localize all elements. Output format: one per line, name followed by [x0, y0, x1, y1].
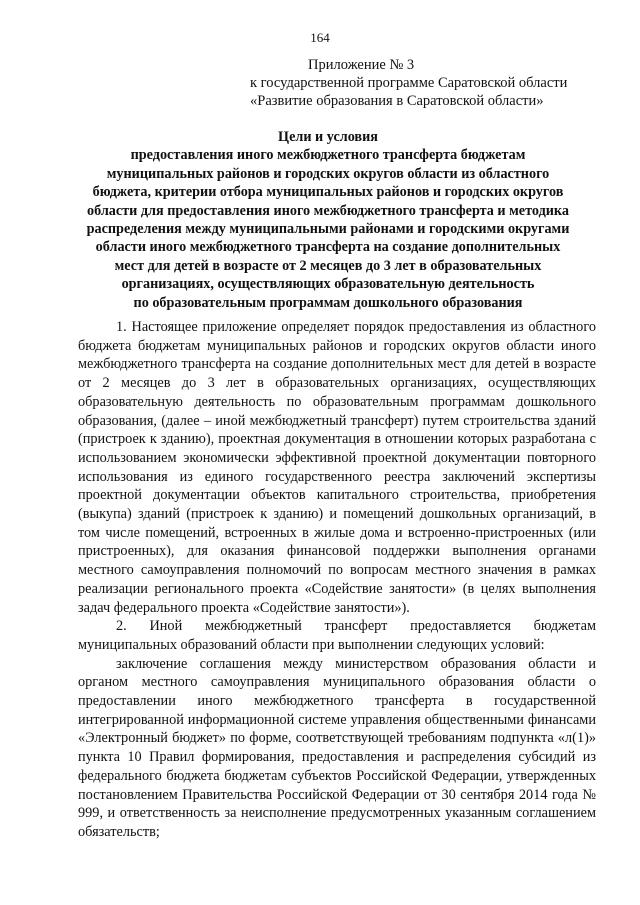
appendix-title: Приложение № 3 — [308, 57, 415, 73]
page-number: 164 — [310, 30, 330, 45]
heading-line: распределения между муниципальными районами и городскими округами — [86, 221, 570, 238]
appendix-header — [250, 56, 600, 110]
heading-line: Цели и условия — [278, 129, 378, 145]
document-body — [78, 318, 596, 842]
heading-line: муниципальных районов и городских округов области из областного — [106, 165, 550, 182]
appendix-line-2: «Развитие образования в Саратовской области» — [250, 93, 544, 109]
appendix-line-1: к государственной программе Саратовской области — [250, 75, 568, 91]
heading-line: бюджета, критерии отбора муниципальных районов и городских округов — [92, 184, 564, 201]
heading-line: предоставления иного межбюджетного трансферта бюджетам — [130, 147, 526, 164]
heading-line: мест для детей в возрасте от 2 месяцев до 3 лет в образовательных — [114, 257, 542, 274]
heading-line: области для предоставления иного межбюджетного трансферта и методика — [87, 202, 569, 219]
paragraph-3: заключение соглашения между министерством образования области и органом местного самоуправления муниципального образования области о предоставлении иного межбюджетного трансферта в государственной интегрированной информационной системе управления общественными финансами «Электронный бюджет» по форме, соответствующей требованиям подпункта «л(1)» пункта 10 Правил формирования, предоставления и распределения субсидий из федерального бюджета бюджетам субъектов Российской Федерации, утвержденных постановлением Правительства Российской Федерации от 30 сентября 2014 года № 999, и ответственность за неисполнение предусмотренных указанным соглашением обязательств; — [78, 655, 596, 840]
document-heading — [78, 128, 578, 312]
heading-line: области иного межбюджетного трансферта на создание дополнительных — [95, 239, 561, 256]
heading-line: по образовательным программам дошкольного образования — [133, 294, 523, 311]
heading-line: организациях, осуществляющих образовательную деятельность — [121, 276, 535, 293]
paragraph-1: 1. Настоящее приложение определяет порядок предоставления из областного бюджета бюджетам муниципальных районов и городских округов области иного межбюджетного трансферта на создание дополнительных мест для детей в возрасте от 2 месяцев до 3 лет в образовательных организациях, осуществляющих образовательную деятельность по образовательным программам дошкольного образования, (далее – иной межбюджетный трансферт) путем строительства зданий (пристроек к зданию), проектная документация в отношении которых разработана с использованием экономически эффективной проектной документации повторного использования из единого государственного реестра заключений экспертизы проектной документации объектов капитального строительства, приобретения (выкупа) зданий (пристроек к зданию) и помещений дошкольных организаций, в том числе помещений, встроенных в жилые дома и встроенно-пристроенных (или пристроенных), для оказания финансовой поддержки выполнения органами местного самоуправления полномочий по вопросам местного значения в рамках реализации регионального проекта «Содействие занятости» (в целях выполнения задач федерального проекта «Содействие занятости»). — [78, 319, 596, 616]
paragraph-2: 2. Иной межбюджетный трансферт предоставляется бюджетам муниципальных образований области при выполнении следующих условий: — [78, 618, 596, 653]
